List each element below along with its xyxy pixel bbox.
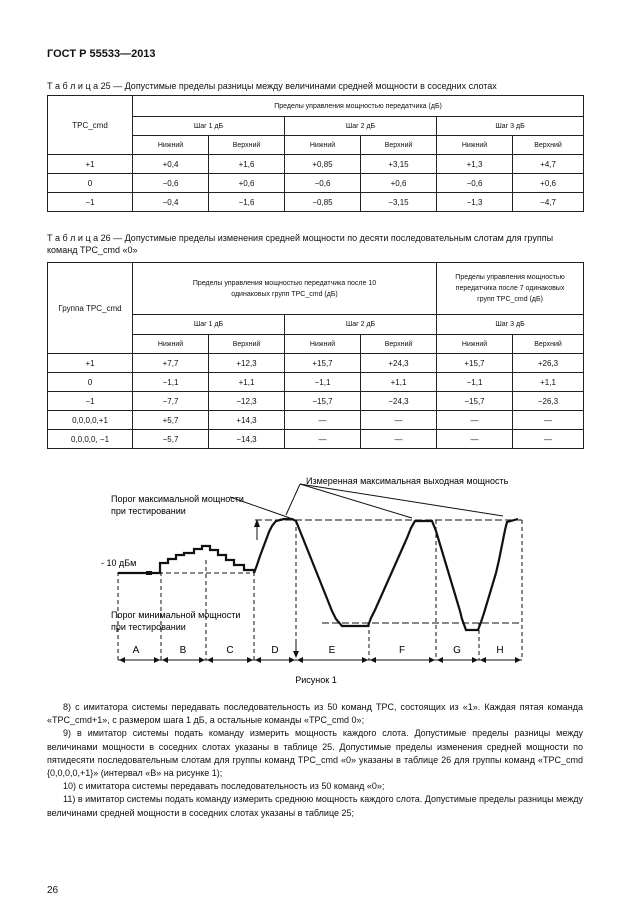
table-cell: — (285, 411, 361, 430)
table-cell: +1 (48, 354, 133, 373)
figure-caption: Рисунок 1 (295, 675, 337, 685)
table-cell: — (361, 411, 437, 430)
min-threshold-label-2: при тестировании (111, 622, 186, 632)
table-cell: −3,15 (361, 193, 437, 212)
table-cell: +1,6 (209, 155, 285, 174)
table-cell: +1,1 (361, 373, 437, 392)
segment-label-f: F (398, 645, 406, 656)
table-cell: — (513, 411, 584, 430)
paragraph-11: 11) в имитатор системы подать команду измерить среднюю мощность каждого слота. Допустимые пределы разницы между величинами средней мощности в соседних слотах указаны в таблице 25; (47, 794, 583, 818)
segment-label-a: A (132, 645, 140, 656)
table-cell: +1 (48, 155, 133, 174)
table-row (48, 155, 584, 174)
segment-label-e: E (328, 645, 336, 656)
table-cell: −26,3 (513, 392, 584, 411)
table26-sub-upper: Верхний (209, 335, 285, 354)
table-row (48, 392, 584, 411)
segment-label-g: G (453, 645, 461, 656)
table25-sub-lower: Нижний (437, 136, 513, 155)
table-cell: 0 (48, 174, 133, 193)
table-cell: −0,6 (285, 174, 361, 193)
table-cell: −1,1 (133, 373, 209, 392)
table26-caption: Т а б л и ц а 26 — Допустимые пределы изменения средней мощности по десяти последовательным слотам для группы команд TPC_cmd «0» (47, 233, 554, 255)
page-number: 26 (47, 885, 59, 896)
level-label: - 10 дБм (101, 558, 137, 568)
segment-label-b: B (179, 645, 187, 656)
table26-step-3: Шаг 3 дБ (437, 315, 584, 335)
table26-header-group: Группа TPC_cmd (48, 263, 133, 354)
body-text (47, 701, 583, 820)
paragraph-9: 9) в имитатор системы подать команду измерить мощность каждого слота. Допустимые пределы разницы между величинами мощности в соседних слотах указаны в таблице 25. Допустимые пределы изменения средней мощности по пятидесяти последовательным слотам для группы команд TPC_cmd «0» указаны в таблице 26 для группы команд «TPC_cmd {0,0,0,0,+1}» (интервал «B» на рисунке 1); (47, 728, 583, 779)
table-cell: −12,3 (209, 392, 285, 411)
table-cell: 0,0,0,0, −1 (48, 430, 133, 449)
table-cell: −0,85 (285, 193, 361, 212)
table-cell: −1 (48, 392, 133, 411)
table-cell: +1,1 (209, 373, 285, 392)
table-cell: — (285, 430, 361, 449)
table-cell: 0,0,0,0,+1 (48, 411, 133, 430)
table25-sub-lower: Нижний (285, 136, 361, 155)
table-cell: — (437, 411, 513, 430)
table-cell: −1,3 (437, 193, 513, 212)
table-cell: +15,7 (285, 354, 361, 373)
table25-sub-upper: Верхний (361, 136, 437, 155)
table-row (48, 411, 584, 430)
table26-sub-lower: Нижний (437, 335, 513, 354)
table25 (47, 95, 584, 212)
document-header: ГОСТ Р 55533—2013 (47, 48, 156, 60)
table-row (48, 174, 584, 193)
table-cell: −1,6 (209, 193, 285, 212)
table26-sub-upper: Верхний (361, 335, 437, 354)
table25-sub-lower: Нижний (133, 136, 209, 155)
max-threshold-label: Порог максимальной мощности (111, 494, 244, 504)
table-cell: — (513, 430, 584, 449)
table-cell: +1,3 (437, 155, 513, 174)
table-cell: +0,4 (133, 155, 209, 174)
table-cell: −5,7 (133, 430, 209, 449)
table-cell: +24,3 (361, 354, 437, 373)
min-threshold-label: Порог минимальной мощности (111, 610, 241, 620)
table-row (48, 354, 584, 373)
table-cell: −7,7 (133, 392, 209, 411)
table-cell: −15,7 (285, 392, 361, 411)
table-cell: +1,1 (513, 373, 584, 392)
table26-sub-upper: Верхний (513, 335, 584, 354)
table26-step-1: Шаг 1 дБ (133, 315, 285, 335)
table-row (48, 193, 584, 212)
segment-label-d: D (271, 645, 279, 656)
table-cell: −0,6 (437, 174, 513, 193)
table26-step-2: Шаг 2 дБ (285, 315, 437, 335)
segment-label-h: H (496, 645, 504, 656)
table25-step-2: Шаг 2 дБ (285, 117, 437, 136)
table-cell: +5,7 (133, 411, 209, 430)
segment-label-c: C (226, 645, 234, 656)
table-cell: −1,1 (437, 373, 513, 392)
table25-header-cmd: TPC_cmd (48, 96, 133, 155)
table-cell: — (437, 430, 513, 449)
table-cell: +3,15 (361, 155, 437, 174)
table-cell: −0,4 (133, 193, 209, 212)
table26 (47, 262, 584, 449)
table-cell: +0,6 (209, 174, 285, 193)
table25-sub-upper: Верхний (209, 136, 285, 155)
table26-sub-lower: Нижний (133, 335, 209, 354)
table25-step-3: Шаг 3 дБ (437, 117, 584, 136)
table-cell: −0,6 (133, 174, 209, 193)
table-cell: +7,7 (133, 354, 209, 373)
table-cell: +15,7 (437, 354, 513, 373)
table-row (48, 373, 584, 392)
table-cell: +12,3 (209, 354, 285, 373)
table26-sub-lower: Нижний (285, 335, 361, 354)
table25-caption: Т а б л и ц а 25 — Допустимые пределы разницы между величинами средней мощности в соседних слотах (47, 81, 497, 91)
table-cell: +4,7 (513, 155, 584, 174)
table-cell: −1 (48, 193, 133, 212)
table-cell: −4,7 (513, 193, 584, 212)
table-cell: −1,1 (285, 373, 361, 392)
paragraph-8: 8) с имитатора системы передавать последовательность из 50 команд TPC, состоящих из «1». Каждая пятая команда «TPC_cmd+1», с размером шага 1 дБ, а остальные команды «TPC_cmd 0»; (47, 702, 583, 726)
table26-header-a: Пределы управления мощностью передатчика после 10 одинаковых групп TPC_cmd (дБ) (133, 263, 437, 315)
table25-step-1: Шаг 1 дБ (133, 117, 285, 136)
table-cell: +0,85 (285, 155, 361, 174)
power-control-figure (0, 470, 630, 690)
table-row (48, 430, 584, 449)
table-cell: — (361, 430, 437, 449)
table26-header-b: Пределы управления мощностью передатчика после 7 одинаковых групп TPC_cmd (дБ) (437, 263, 584, 315)
table-cell: +0,6 (361, 174, 437, 193)
table25-sub-upper: Верхний (513, 136, 584, 155)
measured-power-label: Измеренная максимальная выходная мощность (306, 476, 509, 486)
table25-group-header: Пределы управления мощностью передатчика (дБ) (133, 96, 584, 117)
max-threshold-label-2: при тестировании (111, 506, 186, 516)
table-cell: −24,3 (361, 392, 437, 411)
table-cell: +14,3 (209, 411, 285, 430)
table-cell: +26,3 (513, 354, 584, 373)
table-cell: −14,3 (209, 430, 285, 449)
table-cell: −15,7 (437, 392, 513, 411)
table-cell: 0 (48, 373, 133, 392)
paragraph-10: 10) с имитатора системы передавать последовательность из 50 команд «0»; (63, 781, 385, 792)
table-cell: +0,6 (513, 174, 584, 193)
